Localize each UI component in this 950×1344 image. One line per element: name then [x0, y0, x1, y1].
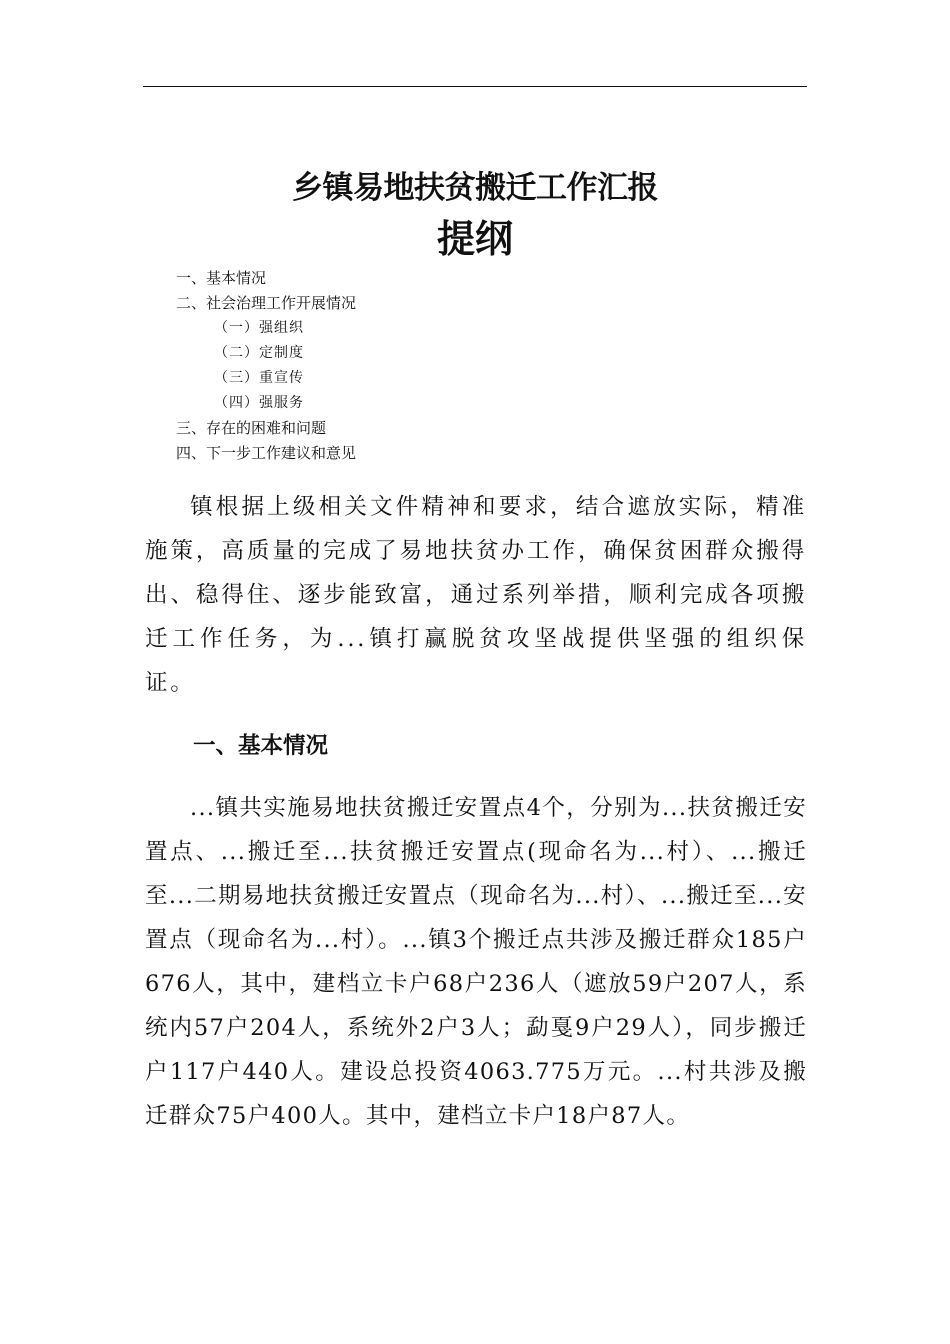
outline-subitem-system: （二）定制度	[214, 345, 304, 361]
outline-item-governance: 二、社会治理工作开展情况	[176, 294, 357, 312]
outline-subitem-organization: （一）强组织	[214, 320, 304, 336]
outline-item-suggestions: 四、下一步工作建议和意见	[176, 444, 357, 462]
outline-item-problems: 三、存在的困难和问题	[176, 419, 327, 437]
section-basic-paragraph: ...镇共实施易地扶贫搬迁安置点4个，分别为...扶贫搬迁安置点、...搬迁至...扶贫搬迁安置点(现命名为...村）、...搬迁至...二期易地扶贫搬迁安置点（现命名为...村）、...搬迁至...安置点（现命名为...村）。...镇3个搬迁点共涉及搬迁群众185户676人，其中，建档立卡户68户236人（遮放59户207人，系统内57户204人，系统外2户3人；勐戛9户29人），同步搬迁户117户440人。建设总投资4063.775万元。...村共涉及搬迁群众75户400人。其中，建档立卡户18户87人。	[145, 795, 807, 1129]
document-subtitle: 提纲	[436, 217, 513, 261]
outline-subitem-service: （四）强服务	[214, 395, 304, 411]
intro-paragraph: 镇根据上级相关文件精神和要求，结合遮放实际，精准施策，高质量的完成了易地扶贫办工作，确保贫困群众搬得出、稳得住、逐步能致富，通过系列举措，顺利完成各项搬迁工作任务，为...镇打赢脱贫攻坚战提供坚强的组织保证。	[145, 494, 807, 696]
header-rule	[143, 86, 807, 87]
document-title: 乡镇易地扶贫搬迁工作汇报	[292, 170, 658, 206]
outline-list	[176, 266, 356, 466]
outline-item-basic: 一、基本情况	[176, 269, 267, 287]
outline-subitem-publicity: （三）重宣传	[214, 370, 304, 386]
section-heading-basic: 一、基本情况	[193, 733, 329, 759]
